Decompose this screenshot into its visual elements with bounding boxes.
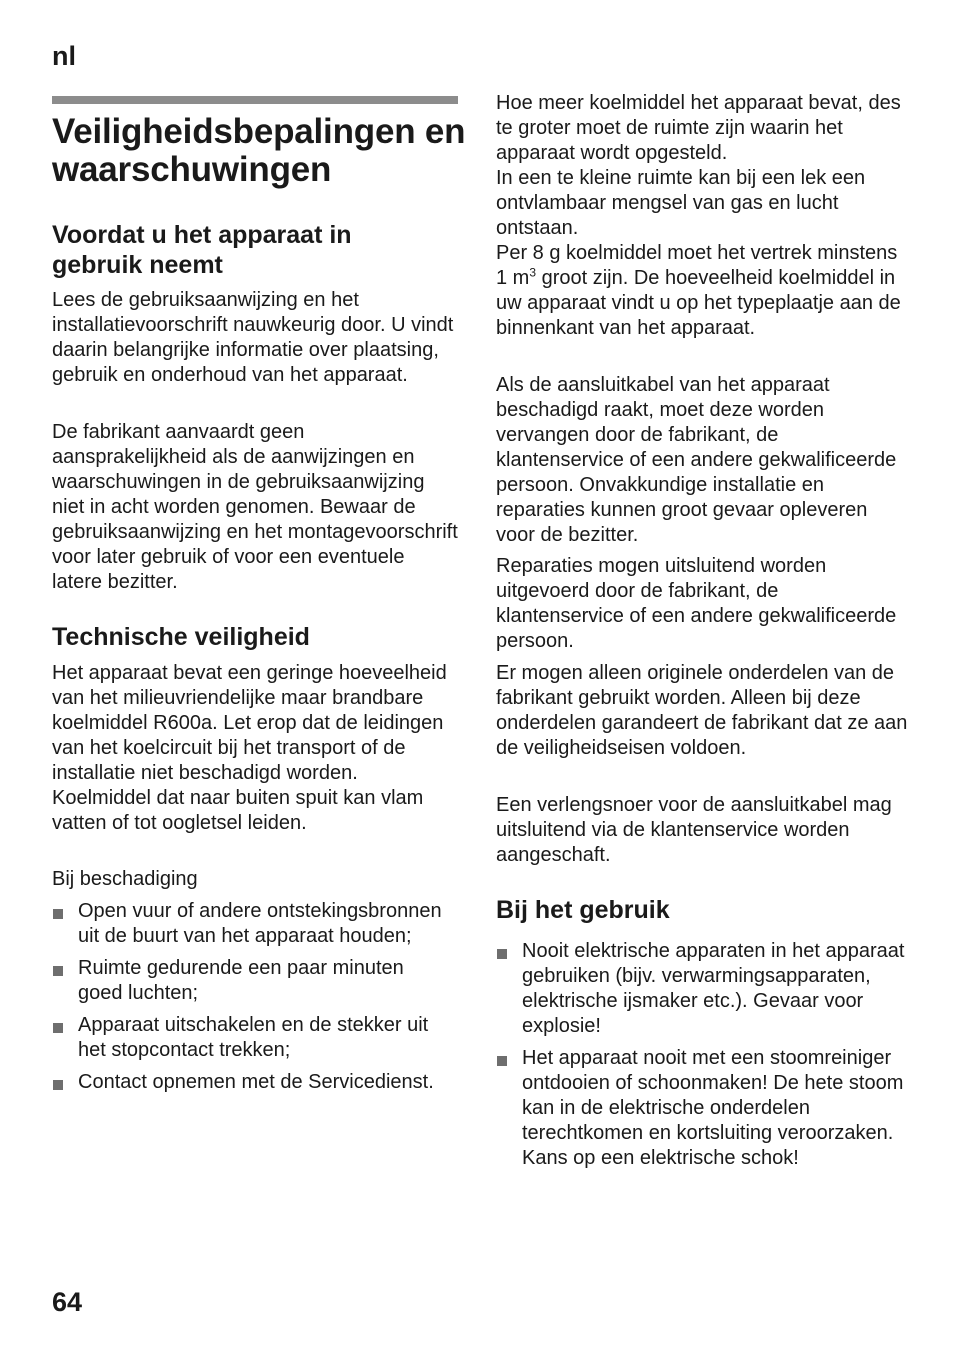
paragraph-onderdelen: Er mogen alleen originele onderdelen van de fabrikant gebruikt worden. Alleen bij deze onderdelen garandeert de fabrikant dat ze aan de veiligheidseisen voldoen. <box>496 662 908 759</box>
title-rule <box>52 96 458 104</box>
list-item: Ruimte gedurende een paar minuten goed luchten; <box>52 956 452 1006</box>
list-gebruik <box>496 939 906 1171</box>
paragraph-koelmiddel-2: In een te kleine ruimte kan bij een lek een ontvlambaar mengsel van gas en lucht ontstaan. <box>496 167 866 239</box>
list-item: Contact opnemen met de Servicedienst. <box>52 1070 452 1095</box>
list-item: Het apparaat nooit met een stoomreiniger ontdooien of schoonmaken! De hete stoom kan in de elektrische onderdelen terechtkomen en kortsluiting veroorzaken. Kans op een elektrische schok! <box>496 1046 906 1171</box>
paragraph-koelmiddel-3 <box>496 241 908 341</box>
list-beschadiging <box>52 899 452 1095</box>
paragraph-bij-beschadiging: Bij beschadiging <box>52 868 198 890</box>
paragraph-koelmiddel-1: Hoe meer koelmiddel het apparaat bevat, des te groter moet de ruimte zijn waarin het apparaat wordt opgesteld. <box>496 92 901 164</box>
list-item: Open vuur of andere ontstekingsbronnen uit de buurt van het apparaat houden; <box>52 899 452 949</box>
paragraph-aansluitkabel: Als de aansluitkabel van het apparaat beschadigd raakt, moet deze worden vervangen door de fabrikant, de klantenservice of een andere gekwalificeerde persoon. Onvakkundige installatie en reparaties kunnen groot gevaar opleveren voor de bezitter. <box>496 374 897 546</box>
paragraph-verlengsnoer: Een verlengsnoer voor de aansluitkabel mag uitsluitend via de klantenservice worden aangeschaft. <box>496 794 892 866</box>
list-item: Nooit elektrische apparaten in het apparaat gebruiken (bijv. verwarmingsapparaten, elektrische ijsmaker etc.). Gevaar voor explosie! <box>496 939 906 1039</box>
page-title: Veiligheidsbepalingen en waarschuwingen <box>52 112 466 189</box>
paragraph-voordat-1: Lees de gebruiksaanwijzing en het installatievoorschrift nauwkeurig door. U vindt daarin belangrijke informatie over plaatsing, gebruik en onderhoud van het apparaat. <box>52 289 454 386</box>
paragraph-reparaties: Reparaties mogen uitsluitend worden uitgevoerd door de fabrikant, de klantenservice of een andere gekwalificeerde persoon. <box>496 555 897 652</box>
heading-voordat: Voordat u het apparaat in gebruik neemt <box>52 221 352 279</box>
language-code: nl <box>52 41 76 71</box>
heading-gebruik: Bij het gebruik <box>496 896 670 924</box>
page-number: 64 <box>52 1287 83 1317</box>
text-part: Per 8 g koelmiddel moet het vertrek minstens 1 m <box>496 242 898 289</box>
heading-technisch: Technische veiligheid <box>52 623 310 651</box>
list-item: Apparaat uitschakelen en de stekker uit het stopcontact trekken; <box>52 1013 452 1063</box>
superscript: 3 <box>529 265 537 280</box>
text-part: groot zijn. De hoeveelheid koelmiddel in uw apparaat vindt u op het typeplaatje aan de binnenkant van het apparaat. <box>496 267 901 339</box>
paragraph-voordat-2: De fabrikant aanvaardt geen aansprakelijkheid als de aanwijzingen en waarschuwingen in de gebruiksaanwijzing niet in acht worden genomen. Bewaar de gebruiksaanwijzing en het montagevoorschrift voor later gebruik of voor een eventuele latere bezitter. <box>52 421 458 593</box>
paragraph-technisch-1: Het apparaat bevat een geringe hoeveelheid van het milieuvriendelijke maar brandbare koelmiddel R600a. Let erop dat de leidingen van het koelcircuit bij het transport of de installatie niet beschadigd worden. Koelmiddel dat naar buiten spuit kan vlam vatten of tot oogletsel leiden. <box>52 662 447 834</box>
